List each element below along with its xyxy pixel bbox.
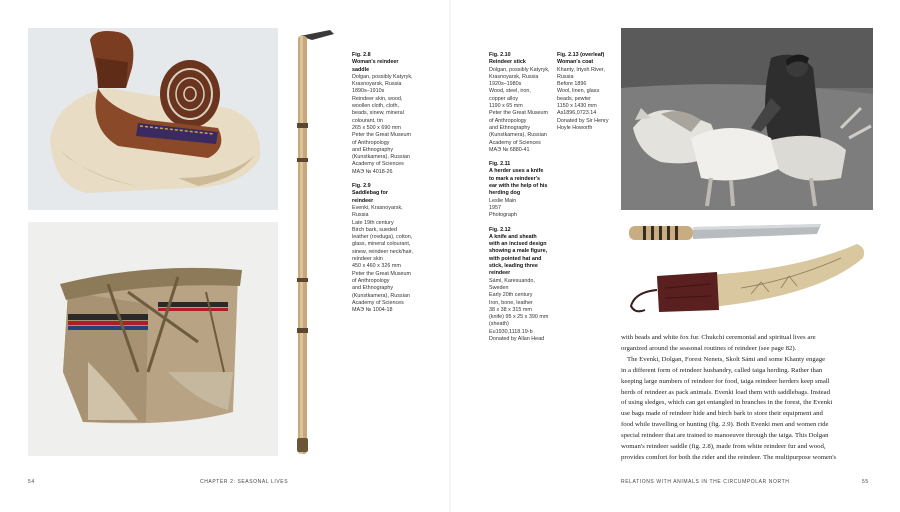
running-head-right: RELATIONS WITH ANIMALS IN THE CIRCUMPOLAR NORTH <box>621 479 790 485</box>
caption-column-3 <box>557 52 619 139</box>
caption-line: Sweden <box>489 284 509 291</box>
caption-block <box>352 183 424 314</box>
caption-line: Dolgan, possibly Katyryk, <box>489 66 550 73</box>
caption-line: beads, pewter <box>557 95 591 102</box>
caption-line: Photograph <box>489 212 517 219</box>
caption-line: Evenki, Krasnoyarsk, <box>352 204 403 211</box>
caption-line: As1896,0723.14 <box>557 110 597 117</box>
caption-line: (knife) 95 x 25 x 390 mm <box>489 314 549 321</box>
caption-line: 1190 x 65 mm <box>489 103 523 110</box>
caption-line: Russia <box>352 212 369 219</box>
saddle-illustration <box>28 28 278 210</box>
caption-title-line: Fig. 2.11 <box>489 161 511 168</box>
caption-line: 1920s–1980s <box>489 81 522 88</box>
saddlebag-illustration <box>28 222 278 456</box>
caption-line: (Kunstkamera), Russian <box>489 132 547 139</box>
caption-title-line: Saddlebag for <box>352 190 388 197</box>
caption-line: Hoyle Howorth <box>557 124 593 131</box>
caption-block <box>489 227 551 344</box>
caption-line: Peter the Great Museum <box>352 270 412 277</box>
saddlebag-photo <box>28 222 278 456</box>
caption-title-line: Fig. 2.10 <box>489 52 511 58</box>
caption-line: MAЭ № 6880-41 <box>489 146 530 153</box>
page-number-right: 55 <box>862 479 869 485</box>
caption-line: MAЭ № 1004-18 <box>352 307 393 314</box>
caption-line: glass, mineral colourant, <box>352 241 411 248</box>
caption-line: of Anthropology <box>489 117 527 124</box>
body-text <box>621 333 873 464</box>
caption-line: Birch bark, sueded <box>352 226 397 233</box>
caption-line: and Ethnography <box>352 146 394 153</box>
caption-line: 265 x 500 x 690 mm <box>352 124 401 131</box>
body-text-line: food while travelling or hunting (fig. 2.9). Both Evenki men and women ride <box>621 421 829 429</box>
caption-title-line: Fig. 2.9 <box>352 183 371 190</box>
caption-line: and Ethnography <box>352 285 394 292</box>
caption-title-line: ear with the help of his <box>489 183 548 190</box>
saddle-photo <box>28 28 278 210</box>
page-gutter <box>449 0 451 512</box>
reindeer-stick-illustration <box>290 28 340 458</box>
caption-title-line: with pointed hat and <box>489 255 542 262</box>
caption-title-line: Reindeer stick <box>489 59 526 66</box>
knife-and-sheath-illustration <box>621 218 873 318</box>
caption-title-line: stick, leading three <box>489 263 538 270</box>
caption-title-line: A herder uses a knife <box>489 168 544 175</box>
caption-line: Leslie Main <box>489 197 517 204</box>
caption-line: Wool, linen, glass <box>557 88 600 95</box>
body-text-line: keeping large numbers of reindeer for food, taiga reindeer herders keep small <box>621 377 830 385</box>
page-number-left: 54 <box>28 479 35 485</box>
caption-title-line: Fig. 2.8 <box>352 52 371 58</box>
caption-block <box>557 52 619 132</box>
caption-line: 38 x 38 x 315 mm <box>489 306 532 313</box>
caption-block <box>489 161 551 219</box>
caption-title-line: herding dog <box>489 190 521 197</box>
caption-line: Dolgan, possibly Katyryk, <box>352 73 413 80</box>
running-head-left: CHAPTER 2: SEASONAL LIVES <box>200 479 289 485</box>
caption-line: Donated by Allan Head <box>489 335 545 342</box>
caption-line: sinew, reindeer neck/hair, <box>352 248 413 255</box>
caption-line: Peter the Great Museum <box>489 110 549 117</box>
caption-line: leather (rovduga), cotton, <box>352 234 413 241</box>
caption-line: woollen cloth, cloth, <box>352 103 400 110</box>
caption-block <box>489 52 551 154</box>
body-text-line: organized around the seasonal routines of reindeer (see page 82). <box>621 344 797 352</box>
caption-column-2 <box>489 52 551 350</box>
caption-line: copper alloy <box>489 95 519 102</box>
caption-line: and Ethnography <box>489 124 531 131</box>
caption-title-line: Woman's coat <box>557 59 594 66</box>
knife-and-sheath-photo <box>621 218 873 318</box>
caption-title-line: Fig. 2.12 <box>489 226 511 233</box>
caption-line: Reindeer skin, wood, <box>352 95 403 102</box>
caption-line: Khanty, Irtysh River, <box>557 66 605 73</box>
caption-line: Donated by Sir Henry <box>557 117 609 124</box>
caption-title-line: showing a male figure, <box>489 248 548 255</box>
body-text-line: use bags made of reindeer hide and birch bark to store their equipment and <box>621 410 823 418</box>
caption-title-line: reindeer <box>489 270 511 277</box>
caption-line: 450 x 460 x 326 mm <box>352 263 401 270</box>
caption-line: Late 19th century <box>352 219 394 226</box>
caption-line: (sheath) <box>489 321 509 328</box>
caption-line: MAЭ № 4018-26 <box>352 168 393 175</box>
caption-title-line: A knife and sheath <box>489 233 537 240</box>
caption-line: Peter the Great Museum <box>352 132 412 139</box>
caption-title-line: Woman's reindeer <box>352 59 399 66</box>
body-text-line: in a different form of reindeer husbandry, called taiga herding. Rather than <box>621 366 823 374</box>
caption-title-line: with an incised design <box>489 241 547 248</box>
caption-line: 1890s–1910s <box>352 88 385 95</box>
body-text-line: with beads and white fox fur. Chukchi ceremonial and spiritual lives are <box>621 334 816 341</box>
caption-line: Eu1930,1118.19-b <box>489 328 533 335</box>
caption-block <box>352 52 424 176</box>
herder-photo <box>621 28 873 210</box>
reindeer-stick-photo <box>290 28 340 458</box>
caption-line: beads, sinew, mineral <box>352 110 404 117</box>
caption-line: Academy of Sciences <box>352 161 404 168</box>
caption-title-line: Fig. 2.13 (overleaf) <box>557 52 605 58</box>
herder-illustration <box>621 28 873 210</box>
caption-title-line: to mark a reindeer's <box>489 175 541 182</box>
caption-line: colourant, tin <box>352 117 383 124</box>
body-text-line: special reindeer that are trained to manoeuvre through the taiga. This Dolgan <box>621 432 829 440</box>
body-text-line: herds of reindeer as pack animals. Evenki load them with saddlebags. Instead <box>621 388 830 396</box>
body-text-line: provides comfort for both the rider and the reindeer. The multipurpose women's <box>621 453 837 461</box>
caption-line: Early 20th century <box>489 292 533 299</box>
caption-line: Sámi, Karesuando, <box>489 277 535 284</box>
caption-line: (Kunstkamera), Russian <box>352 292 410 299</box>
caption-line: of Anthropology <box>352 139 390 146</box>
body-text-line: The Evenki, Dolgan, Forest Nenets, Skolt Sámi and some Khanty engage <box>627 355 826 363</box>
caption-line: Iron, bone, leather <box>489 299 533 306</box>
caption-title-line: reindeer <box>352 197 374 204</box>
body-text-line: woman's reindeer saddle (fig. 2.8), made from white reindeer fur and wood, <box>621 443 826 451</box>
caption-line: Wood, steel, iron, <box>489 88 531 95</box>
caption-line: Krasnoyarsk, Russia <box>489 73 539 80</box>
caption-line: reindeer skin <box>352 256 383 263</box>
caption-line: Russia <box>557 73 574 80</box>
body-text-line: of using sledges, which can get entangled in branches in the forest, the Evenki <box>621 399 833 407</box>
caption-title-line: saddle <box>352 66 370 73</box>
caption-line: 1957 <box>489 204 501 211</box>
caption-line: 1150 x 1430 mm <box>557 103 597 110</box>
caption-line: Academy of Sciences <box>352 299 404 306</box>
caption-column-1 <box>352 52 424 321</box>
caption-line: Krasnoyarsk, Russia <box>352 81 402 88</box>
caption-line: (Kunstkamera), Russian <box>352 154 410 161</box>
caption-line: Academy of Sciences <box>489 139 541 146</box>
caption-line: of Anthropology <box>352 277 390 284</box>
caption-line: Before 1896 <box>557 81 587 88</box>
